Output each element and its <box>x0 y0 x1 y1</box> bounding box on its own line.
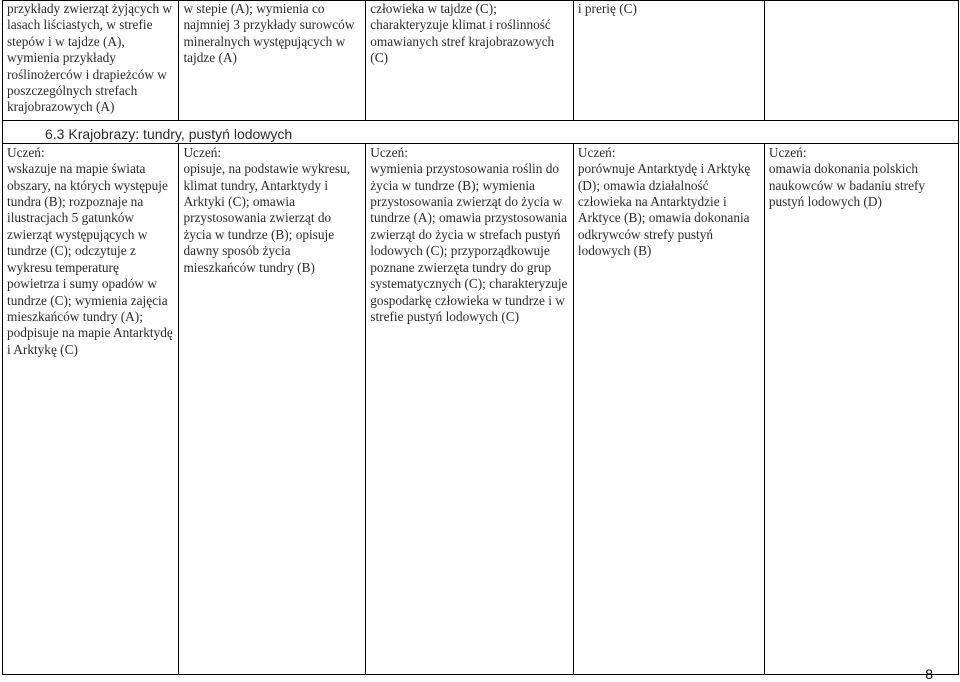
requirement-cell-5 <box>764 143 958 674</box>
section-heading-cell <box>3 120 959 143</box>
requirement-cell-2 <box>179 143 366 674</box>
section-title: 6.3 Krajobrazy: tundry, pustyń lodowych <box>45 125 293 142</box>
requirement-cell-1 <box>3 143 179 674</box>
continued-cell-5 <box>764 1 958 121</box>
student-label-1: Uczeń: <box>7 144 45 160</box>
continued-cell-2 <box>179 1 366 121</box>
continued-cell-1 <box>3 1 179 121</box>
requirement-cell-3 <box>366 143 574 674</box>
continued-text-3: człowieka w tajdze (C); charakteryzuje klimat i roślinność omawianych stref krajobrazowych (C) <box>370 1 555 66</box>
requirement-text-1: wskazuje na mapie świata obszary, na których występuje tundra (B); rozpoznaje na ilustracjach 5 gatunków zwierząt występujących w tundrze (C); odczytuje z wykresu temperaturę powietrza i sumy opadów w tundrze (C); wymienia zajęcia mieszkańców tundry (A); podpisuje na mapie Antarktydę i Arktykę (C) <box>7 161 173 357</box>
requirement-text-4: porównuje Antarktydę i Arktykę (D); omawia działalność człowieka na Antarktydzie i Arktyce (B); omawia dokonania odkrywców strefy pustyń lodowych (B) <box>577 161 751 259</box>
requirement-cell-4 <box>573 143 764 674</box>
section-heading-row <box>3 120 959 143</box>
student-label-4: Uczeń: <box>577 144 616 160</box>
page-number: 8 <box>925 666 933 682</box>
student-label-3: Uczeń: <box>370 144 408 160</box>
continued-text-1: przykłady zwierząt żyjących w lasach liściastych, w strefie stepów i w tajdze (A), wymienia przykłady roślinożerców i drapieżców w poszczególnych strefach krajobrazowych (A) <box>7 1 173 115</box>
requirement-text-2: opisuje, na podstawie wykresu, klimat tundry, Antarktydy i Arktyki (C); omawia przystosowania zwierząt do życia w tundrze (B); opisuje dawny sposób życia mieszkańców tundry (B) <box>183 161 351 275</box>
continued-text-4: i prerię (C) <box>577 1 637 16</box>
continued-cell-3 <box>366 1 574 121</box>
continued-cell-4 <box>573 1 764 121</box>
requirements-table <box>2 0 959 675</box>
student-label-5: Uczeń: <box>768 144 807 160</box>
continued-row <box>3 1 959 121</box>
section-requirements-row <box>3 143 959 674</box>
continued-text-2: w stepie (A); wymienia co najmniej 3 przykłady surowców mineralnych występujących w tajdze (A) <box>183 1 355 66</box>
requirement-text-3: wymienia przystosowania roślin do życia w tundrze (B); wymienia przystosowania zwierząt do życia w tundrze (A); omawia przystosowania zwierząt do życia w strefach pustyń lodowych (C); przyporządkowuje poznane zwierzęta tundry do grup systematycznych (C); charakteryzuje gospodarkę człowieka w tundrze i w strefie pustyń lodowych (C) <box>370 161 568 324</box>
student-label-2: Uczeń: <box>183 144 222 160</box>
requirement-text-5: omawia dokonania polskich naukowców w badaniu strefy pustyń lodowych (D) <box>768 161 926 210</box>
